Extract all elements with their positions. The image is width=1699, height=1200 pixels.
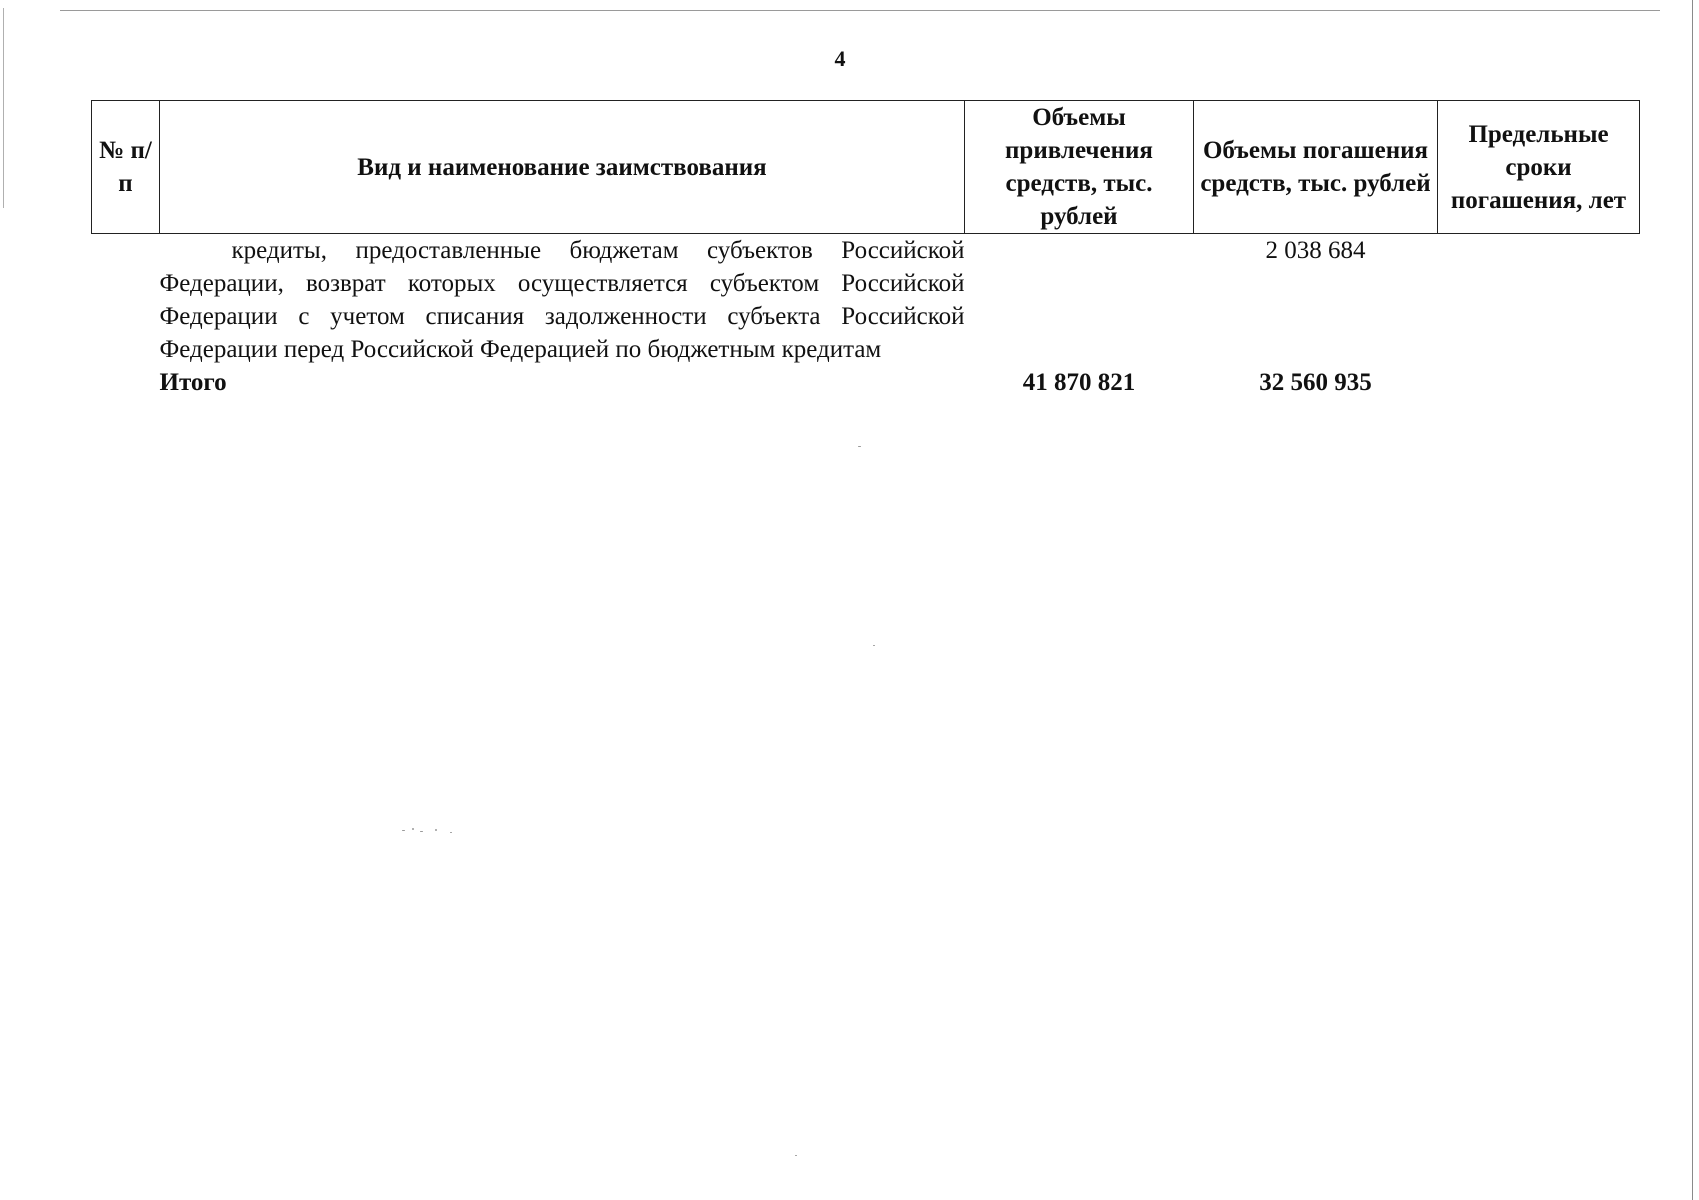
scan-edge-right <box>1692 0 1693 1200</box>
scan-edge-top <box>60 10 1660 11</box>
row-repay: 2 038 684 <box>1265 237 1366 264</box>
scan-speck <box>858 446 861 447</box>
scan-speck <box>795 1155 797 1156</box>
scan-speck <box>873 645 875 646</box>
row-attract <box>965 234 1194 367</box>
scan-edge-left <box>3 8 4 208</box>
header-repay: Объемы погашения средств, тыс. рублей <box>1194 101 1438 234</box>
scan-speck <box>412 828 414 830</box>
header-name: Вид и наименование заимствования <box>160 101 965 234</box>
total-repay: 32 560 935 <box>1259 369 1372 396</box>
header-term: Предельные сроки погашения, лет <box>1438 101 1640 234</box>
row-name: кредиты, предоставленные бюджетам субъектов Российской Федерации, возврат которых осуществляется субъектом Российской Федерации с учетом списания задолженности субъекта Российской Федерации перед Российской Федерацией по бюджетным кредитам <box>159 237 965 363</box>
scan-speck <box>435 829 437 831</box>
total-label: Итого <box>159 369 227 396</box>
scan-speck <box>420 831 423 832</box>
row-num <box>92 234 160 367</box>
total-attract: 41 870 821 <box>1022 369 1136 396</box>
table-row <box>92 234 1640 367</box>
header-num: № п/п <box>92 101 160 234</box>
header-attract: Объемы привлечения средств, тыс. рублей <box>965 101 1194 234</box>
total-term <box>1438 366 1640 399</box>
total-row <box>92 366 1640 399</box>
row-term <box>1438 234 1640 367</box>
table-header-row <box>92 101 1640 234</box>
page-number: 4 <box>834 46 846 71</box>
scan-speck <box>450 832 452 833</box>
total-num <box>92 366 160 399</box>
borrowing-table <box>91 100 1640 399</box>
scan-speck <box>402 830 405 831</box>
